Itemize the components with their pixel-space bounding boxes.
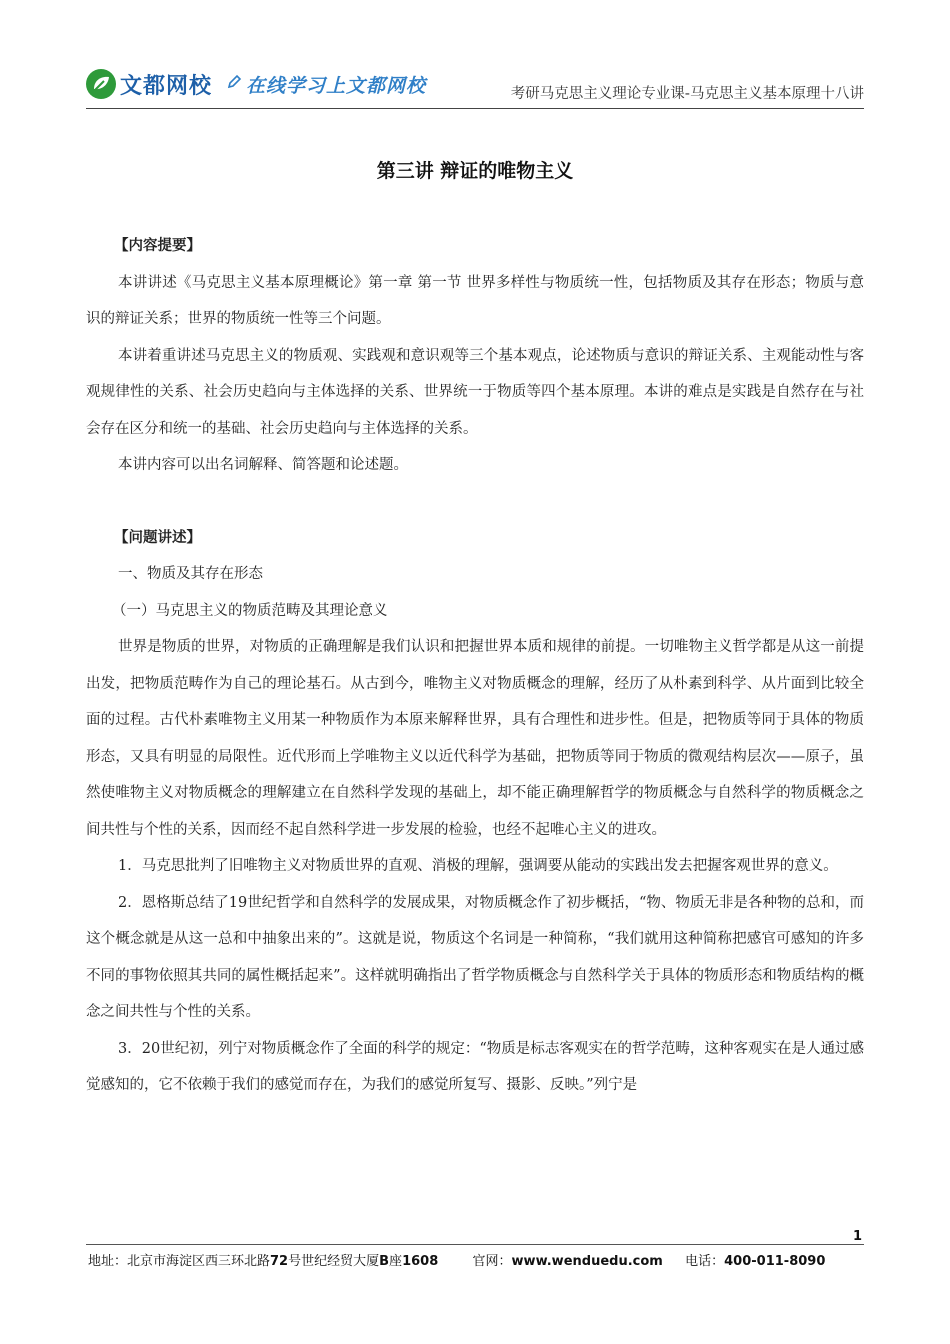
address-room: 1608 xyxy=(402,1254,439,1269)
address-building: 号世纪经贸大厦 xyxy=(288,1254,380,1269)
address-seat: 座 xyxy=(389,1254,403,1269)
body-paragraph: 2．恩格斯总结了19世纪哲学和自然科学的发展成果，对物质概念作了初步概括，“物、物质无非是各种物的总和，而这个概念就是从这一总和中抽象出来的”。这就是说，物质这个名词是一种简称，“我们就用这种简称把感官可感知的许多不同的事物依照其共同的属性概括起来”。这样就明确指出了哲学物质概念与自然科学关于具体的物质形态和物质结构的概念之间共性与个性的关系。 xyxy=(86,894,864,1020)
slogan-text: 在线学习上文都网校 xyxy=(246,74,427,97)
discussion-heading: 【问题讲述】 xyxy=(114,529,201,546)
summary-heading: 【内容提要】 xyxy=(114,238,201,254)
address-number: 72 xyxy=(270,1254,289,1269)
body-paragraph: 1．马克思批判了旧唯物主义对物质世界的直观、消极的理解，强调要从能动的实践出发去把握客观世界的意义。 xyxy=(118,858,838,874)
wendu-logo xyxy=(86,66,426,102)
spacer xyxy=(86,484,864,520)
website-link[interactable]: www.wenduedu.com xyxy=(511,1254,663,1269)
page-header xyxy=(86,62,864,110)
address-block: B xyxy=(379,1254,390,1269)
phone-number: 400-011-8090 xyxy=(724,1254,826,1269)
header-divider xyxy=(86,108,864,109)
body-paragraph: 3．20世纪初，列宁对物质概念作了全面的科学的规定：“物质是标志客观实在的哲学范畴，这种客观实在是人通过感觉感知的，它不依赖于我们的感觉而存在，为我们的感觉所复写、摄影、反映。”列宁是 xyxy=(86,1040,864,1093)
summary-paragraph: 本讲讲述《马克思主义基本原理概论》第一章 第一节 世界多样性与物质统一性，包括物质及其存在形态；物质与意识的辩证关系；世界的物质统一性等三个问题。 xyxy=(86,274,864,327)
section-heading: 一、物质及其存在形态 xyxy=(118,566,263,582)
page-number: 1 xyxy=(852,1229,862,1244)
summary-paragraph: 本讲内容可以出名词解释、简答题和论述题。 xyxy=(118,457,408,473)
page-footer xyxy=(88,1250,864,1269)
phone-label: 电话： xyxy=(685,1254,725,1269)
address-label: 地址：北京市海淀区西三环北路 xyxy=(88,1254,271,1269)
website-label: 官网： xyxy=(472,1254,512,1269)
body-paragraph: 世界是物质的世界，对物质的正确理解是我们认识和把握世界本质和规律的前提。一切唯物主义哲学都是从这一前提出发，把物质范畴作为自己的理论基石。从古到今，唯物主义对物质概念的理解，经历了从朴素到科学、从片面到比较全面的过程。古代朴素唯物主义用某一种物质作为本原来解释世界，具有合理性和进步性。但是，把物质等同于具体的物质形态，又具有明显的局限性。近代形而上学唯物主义以近代科学为基础，把物质等同于物质的微观结构层次——原子，虽然使唯物主义对物质概念的理解建立在自然科学发现的基础上，却不能正确理解哲学的物质概念与自然科学的物质概念之间共性与个性的关系，因而经不起自然科学进一步发展的检验，也经不起唯心主义的进攻。 xyxy=(86,639,864,838)
subsection-heading: （一）马克思主义的物质范畴及其理论意义 xyxy=(112,602,388,619)
logo-leaf-icon xyxy=(86,69,116,99)
footer-divider xyxy=(86,1244,864,1245)
main-content xyxy=(86,228,864,1104)
pen-icon xyxy=(226,73,242,95)
page-title: 第三讲 辩证的唯物主义 xyxy=(376,160,574,182)
logo-text: 文都网校 xyxy=(120,73,213,99)
header-doc-title: 考研马克思主义理论专业课-马克思主义基本原理十八讲 xyxy=(510,86,864,102)
summary-paragraph: 本讲着重讲述马克思主义的物质观、实践观和意识观等三个基本观点，论述物质与意识的辩证关系、主观能动性与客观规律性的关系、社会历史趋向与主体选择的关系、世界统一于物质等四个基本原理。本讲的难点是实践是自然存在与社会存在区分和统一的基础、社会历史趋向与主体选择的关系。 xyxy=(86,347,864,437)
slogan xyxy=(226,71,426,98)
